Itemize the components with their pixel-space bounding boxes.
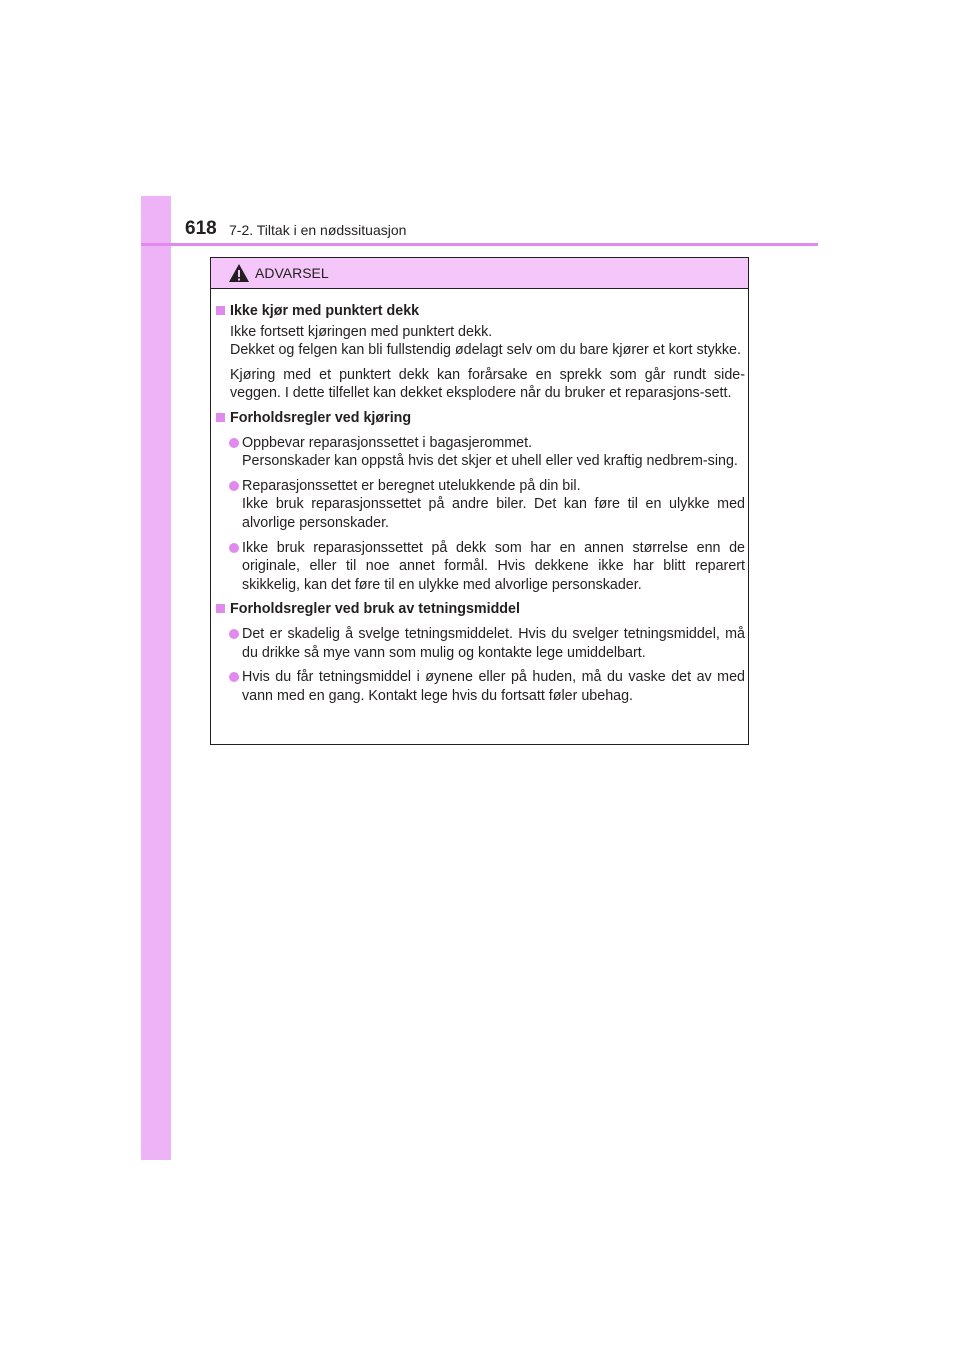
page-number: 618 [185, 218, 217, 239]
warning-header [211, 258, 748, 289]
circle-bullet-icon [229, 629, 239, 639]
circle-bullet-icon [229, 481, 239, 491]
list-item: Reparasjonssettet er beregnet utelukkende på din bil. Ikke bruk reparasjonssettet på andre biler. Det kan føre til en ulykke med alvorlige personskader. [215, 477, 745, 533]
section-heading: Forholdsregler ved bruk av tetningsmiddel [215, 600, 745, 619]
square-bullet-icon [216, 413, 225, 422]
warning-section [215, 409, 745, 594]
circle-bullet-icon [229, 543, 239, 553]
section-title: 7-2. Tiltak i en nødssituasjon [229, 222, 407, 238]
list-item: Hvis du får tetningsmiddel i øynene eller på huden, må du vaske det av med vann med en gang. Kontakt lege hvis du fortsatt føler ubehag. [215, 668, 745, 705]
square-bullet-icon [216, 604, 225, 613]
chapter-side-strip [141, 196, 171, 1160]
warning-triangle-icon [228, 263, 250, 283]
list-item: Ikke bruk reparasjonssettet på dekk som har en annen størrelse enn de originale, eller til noe annet formål. Hvis dekkene ikke har blitt reparert skikkelig, kan det føre til en ulykke med alvorlige personskader. [215, 539, 745, 595]
list-item: Oppbevar reparasjonssettet i bagasjerommet. Personskader kan oppstå hvis det skjer et uhell eller ved kraftig nedbrem-sing. [215, 434, 745, 471]
paragraph: Kjøring med et punktert dekk kan forårsake en sprekk som går rundt side-veggen. I dette tilfellet kan dekket eksplodere når du bruker et reparasjons-sett. [230, 366, 745, 402]
circle-bullet-icon [229, 672, 239, 682]
section-heading: Ikke kjør med punktert dekk [215, 302, 745, 321]
circle-bullet-icon [229, 438, 239, 448]
warning-section [215, 302, 745, 403]
paragraph: Ikke fortsett kjøringen med punktert dekk. Dekket og felgen kan bli fullstendig ødelagt selv om du bare kjører et kort stykke. [230, 323, 741, 359]
header-rule [141, 243, 818, 246]
list-item: Det er skadelig å svelge tetningsmiddelet. Hvis du svelger tetningsmiddel, må du drikke så mye vann som mulig og kontakte lege umiddelbart. [215, 625, 745, 662]
warning-content [215, 302, 745, 711]
square-bullet-icon [216, 306, 225, 315]
warning-box [210, 257, 749, 745]
warning-title: ADVARSEL [255, 265, 329, 281]
warning-section [215, 600, 745, 705]
section-heading: Forholdsregler ved kjøring [215, 409, 745, 428]
